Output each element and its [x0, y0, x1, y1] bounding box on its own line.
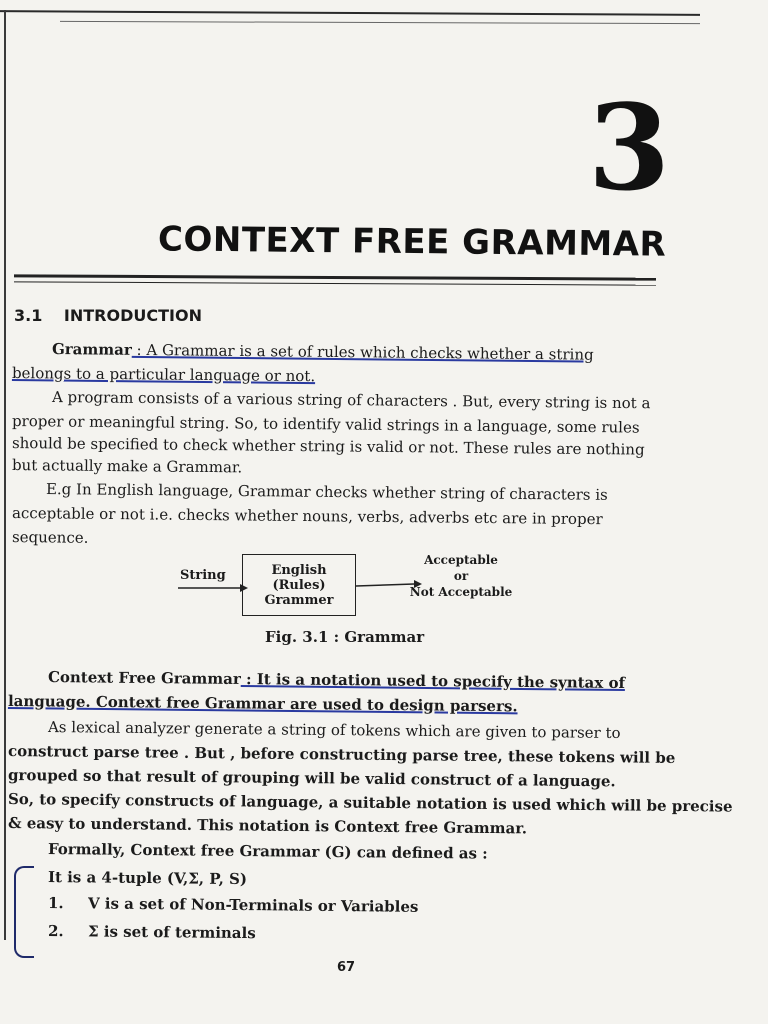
top-border-line — [0, 10, 700, 16]
left-page-edge — [4, 10, 6, 940]
text-line: & easy to understand. This notation is Context free Grammar. — [7, 814, 528, 838]
output-line-1: Acceptable — [424, 553, 498, 567]
cfg-definition: : It is a notation used to specify the syntax of — [240, 670, 626, 693]
rules-box — [242, 554, 356, 616]
page-number: 67 — [337, 960, 356, 975]
box-line-2: Grammer — [264, 592, 334, 608]
term-grammar: Grammar — [51, 340, 132, 359]
text-line: language. Context free Grammar are used to design parsers. — [7, 692, 518, 716]
output-label — [406, 552, 516, 600]
text-line — [52, 340, 594, 364]
term-cfg: Context Free Grammar — [47, 668, 241, 689]
chapter-number: 3 — [588, 78, 671, 217]
list-number: 1. — [47, 894, 64, 913]
text-line: proper or meaningful string. So, to identify valid strings in a language, some rules — [11, 412, 640, 437]
figure-caption: Fig. 3.1 : Grammar — [265, 628, 425, 646]
text-line: E.g In English language, Grammar checks whether string of characters is — [45, 480, 608, 504]
chapter-title: CONTEXT FREE GRAMMAR — [157, 219, 667, 265]
title-rule-thin — [14, 281, 656, 285]
text-line: sequence. — [11, 528, 89, 547]
text-line: So, to specify constructs of language, a suitable notation is used which will be precise — [7, 790, 733, 816]
list-text: Σ is set of terminals — [87, 922, 256, 943]
diagram-input-label: String — [180, 568, 226, 583]
text-line: It is a 4-tuple (V,Σ, P, S) — [47, 868, 248, 889]
text-line: acceptable or not i.e. checks whether nouns, verbs, adverbs etc are in proper — [11, 504, 603, 529]
section-heading — [14, 306, 202, 325]
top-border-line-thin — [60, 21, 700, 24]
list-number: 2. — [47, 922, 64, 941]
output-line-3: Not Acceptable — [409, 585, 513, 599]
text-line: grouped so that result of grouping will be valid construct of a language. — [7, 766, 616, 791]
title-rule-thick — [14, 274, 656, 280]
output-line-2: or — [453, 569, 469, 583]
text-line: should be specified to check whether string is valid or not. These rules are nothing — [11, 434, 645, 459]
list-text: V is a set of Non-Terminals or Variables — [87, 894, 419, 916]
text-line: construct parse tree . But , before constructing parse tree, these tokens will be — [7, 742, 676, 767]
grammar-diagram — [170, 552, 530, 622]
text-line — [48, 668, 625, 692]
section-title: INTRODUCTION — [63, 306, 202, 325]
text-line: but actually make a Grammar. — [11, 456, 243, 477]
box-line-1: English (Rules) — [271, 562, 327, 593]
handwritten-bracket — [14, 866, 34, 958]
section-number: 3.1 — [14, 306, 43, 325]
grammar-definition: : A Grammar is a set of rules which checks whether a string — [131, 340, 594, 364]
text-line: belongs to a particular language or not. — [11, 364, 316, 386]
list-item — [48, 894, 419, 916]
list-item — [48, 922, 256, 942]
text-line: Formally, Context free Grammar (G) can defined as : — [47, 840, 488, 863]
text-line: A program consists of a various string of characters . But, every string is not a — [51, 388, 651, 413]
text-line: As lexical analyzer generate a string of tokens which are given to parser to — [47, 718, 621, 742]
